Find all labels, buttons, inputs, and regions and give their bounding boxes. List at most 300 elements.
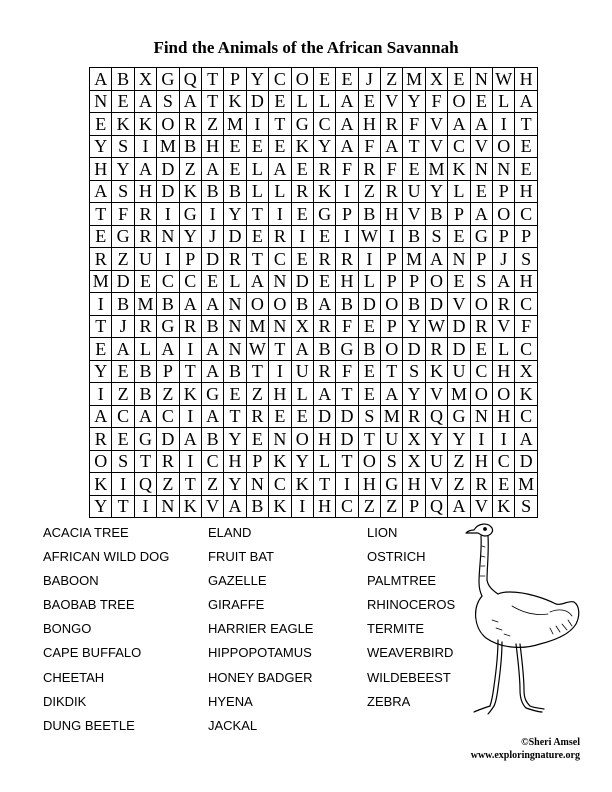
grid-cell: Z	[179, 158, 201, 181]
grid-cell: S	[425, 225, 447, 248]
word-list-item: OSTRICH	[367, 549, 426, 565]
grid-cell: B	[179, 135, 201, 158]
grid-cell: E	[358, 315, 380, 338]
grid-cell: D	[313, 405, 335, 428]
grid-cell: L	[291, 90, 313, 113]
word-list-item: BAOBAB TREE	[43, 597, 135, 613]
grid-cell: I	[90, 383, 112, 406]
grid-cell: I	[493, 428, 515, 451]
grid-cell: Y	[224, 428, 246, 451]
grid-row	[90, 113, 538, 136]
grid-cell: S	[358, 405, 380, 428]
grid-cell: O	[246, 293, 268, 316]
grid-cell: E	[269, 405, 291, 428]
grid-cell: F	[112, 203, 134, 226]
grid-cell: E	[246, 428, 268, 451]
grid-cell: Z	[358, 180, 380, 203]
grid-cell: H	[134, 180, 156, 203]
grid-cell: F	[358, 135, 380, 158]
grid-cell: A	[134, 405, 156, 428]
grid-cell: F	[381, 158, 403, 181]
grid-cell: P	[179, 248, 201, 271]
grid-cell: G	[470, 225, 492, 248]
word-list-column-1	[43, 524, 169, 741]
grid-cell: N	[90, 90, 112, 113]
grid-cell: T	[90, 203, 112, 226]
grid-cell: T	[269, 338, 291, 361]
grid-cell: H	[90, 158, 112, 181]
grid-cell: E	[246, 225, 268, 248]
grid-cell: F	[336, 315, 358, 338]
grid-cell: R	[313, 158, 335, 181]
grid-cell: N	[470, 158, 492, 181]
grid-cell: Z	[112, 248, 134, 271]
grid-cell: P	[515, 225, 537, 248]
grid-cell: Z	[381, 495, 403, 518]
grid-row	[90, 338, 538, 361]
grid-cell: H	[313, 495, 335, 518]
grid-cell: B	[224, 180, 246, 203]
grid-cell: A	[493, 270, 515, 293]
grid-cell: T	[201, 68, 223, 91]
grid-cell: T	[112, 495, 134, 518]
grid-cell: A	[336, 135, 358, 158]
grid-cell: D	[224, 225, 246, 248]
grid-cell: Y	[246, 68, 268, 91]
grid-cell: V	[381, 90, 403, 113]
grid-cell: D	[336, 428, 358, 451]
word-list-item: ELAND	[208, 525, 252, 540]
grid-cell: H	[493, 360, 515, 383]
grid-cell: W	[493, 68, 515, 91]
grid-cell: C	[269, 68, 291, 91]
grid-cell: A	[201, 338, 223, 361]
grid-cell: D	[157, 180, 179, 203]
grid-cell: Y	[90, 135, 112, 158]
grid-cell: R	[134, 225, 156, 248]
grid-cell: I	[269, 203, 291, 226]
grid-cell: T	[246, 203, 268, 226]
grid-cell: D	[448, 338, 470, 361]
grid-cell: M	[403, 68, 425, 91]
grid-cell: M	[246, 315, 268, 338]
grid-cell: B	[358, 203, 380, 226]
grid-cell: C	[336, 495, 358, 518]
grid-row	[90, 473, 538, 496]
grid-cell: C	[515, 405, 537, 428]
grid-cell: E	[90, 225, 112, 248]
grid-cell: V	[201, 495, 223, 518]
grid-cell: E	[201, 270, 223, 293]
grid-cell: D	[246, 90, 268, 113]
grid-cell: B	[313, 338, 335, 361]
word-list-item: BABOON	[43, 573, 99, 589]
grid-cell: C	[470, 360, 492, 383]
grid-cell: S	[381, 450, 403, 473]
grid-cell: P	[336, 203, 358, 226]
grid-cell: E	[470, 90, 492, 113]
grid-cell: L	[269, 180, 291, 203]
grid-cell: Y	[403, 315, 425, 338]
grid-cell: N	[157, 495, 179, 518]
grid-cell: A	[134, 158, 156, 181]
grid-cell: I	[381, 225, 403, 248]
grid-cell: S	[112, 180, 134, 203]
word-list-item: ZEBRA	[367, 693, 411, 709]
grid-cell: C	[201, 450, 223, 473]
grid-cell: T	[90, 315, 112, 338]
grid-cell: C	[515, 203, 537, 226]
grid-cell: I	[179, 338, 201, 361]
grid-cell: H	[313, 428, 335, 451]
grid-cell: E	[313, 225, 335, 248]
grid-cell: K	[291, 135, 313, 158]
grid-cell: I	[201, 203, 223, 226]
grid-cell: N	[224, 315, 246, 338]
grid-cell: K	[112, 113, 134, 136]
grid-cell: A	[201, 158, 223, 181]
grid-cell: T	[358, 428, 380, 451]
grid-cell: L	[313, 90, 335, 113]
grid-cell: O	[448, 90, 470, 113]
grid-cell: I	[358, 248, 380, 271]
grid-cell: V	[470, 135, 492, 158]
grid-cell: E	[470, 338, 492, 361]
grid-cell: L	[224, 270, 246, 293]
grid-cell: K	[179, 383, 201, 406]
grid-cell: T	[381, 360, 403, 383]
grid-cell: R	[224, 248, 246, 271]
grid-cell: Z	[381, 68, 403, 91]
grid-cell: V	[425, 473, 447, 496]
grid-cell: E	[90, 113, 112, 136]
grid-cell: T	[201, 90, 223, 113]
word-list-item: PALMTREE	[367, 573, 437, 589]
grid-cell: A	[269, 158, 291, 181]
grid-cell: U	[448, 360, 470, 383]
grid-cell: J	[201, 225, 223, 248]
grid-cell: I	[157, 203, 179, 226]
grid-cell: Y	[224, 203, 246, 226]
grid-cell: C	[515, 338, 537, 361]
grid-cell: B	[291, 293, 313, 316]
grid-cell: E	[291, 203, 313, 226]
grid-cell: H	[269, 383, 291, 406]
grid-cell: E	[358, 360, 380, 383]
grid-cell: D	[291, 270, 313, 293]
grid-cell: Z	[448, 450, 470, 473]
grid-cell: V	[470, 495, 492, 518]
grid-cell: H	[493, 405, 515, 428]
grid-cell: P	[224, 68, 246, 91]
grid-cell: I	[269, 360, 291, 383]
grid-cell: A	[179, 293, 201, 316]
grid-cell: I	[493, 113, 515, 136]
grid-cell: O	[291, 428, 313, 451]
grid-cell: N	[224, 338, 246, 361]
grid-cell: A	[134, 90, 156, 113]
grid-cell: E	[358, 90, 380, 113]
grid-cell: E	[246, 135, 268, 158]
grid-cell: O	[291, 68, 313, 91]
grid-cell: A	[246, 270, 268, 293]
word-list-item: HONEY BADGER	[208, 669, 313, 685]
grid-cell: H	[403, 473, 425, 496]
grid-cell: H	[470, 450, 492, 473]
grid-cell: P	[381, 315, 403, 338]
grid-cell: L	[134, 338, 156, 361]
grid-cell: N	[448, 248, 470, 271]
grid-cell: P	[381, 248, 403, 271]
grid-cell: I	[336, 180, 358, 203]
grid-cell: X	[403, 450, 425, 473]
grid-cell: A	[201, 405, 223, 428]
grid-cell: G	[157, 68, 179, 91]
grid-cell: K	[179, 180, 201, 203]
grid-cell: B	[134, 383, 156, 406]
grid-cell: L	[291, 383, 313, 406]
grid-cell: C	[493, 450, 515, 473]
grid-cell: B	[224, 360, 246, 383]
word-list-item: RHINOCEROS	[367, 597, 456, 613]
grid-cell: T	[224, 405, 246, 428]
grid-cell: M	[134, 293, 156, 316]
grid-cell: A	[291, 338, 313, 361]
grid-cell: E	[291, 248, 313, 271]
grid-cell: N	[224, 293, 246, 316]
grid-cell: C	[157, 405, 179, 428]
grid-cell: K	[269, 450, 291, 473]
grid-cell: Q	[134, 473, 156, 496]
grid-cell: K	[291, 473, 313, 496]
grid-cell: C	[179, 270, 201, 293]
grid-cell: P	[157, 360, 179, 383]
grid-row	[90, 315, 538, 338]
grid-cell: S	[112, 135, 134, 158]
grid-cell: Y	[403, 383, 425, 406]
grid-cell: Y	[90, 360, 112, 383]
grid-cell: B	[157, 293, 179, 316]
grid-cell: B	[403, 293, 425, 316]
grid-cell: A	[90, 180, 112, 203]
grid-cell: E	[291, 405, 313, 428]
credit-block	[471, 736, 580, 762]
grid-cell: U	[425, 450, 447, 473]
grid-cell: H	[381, 203, 403, 226]
grid-cell: H	[515, 180, 537, 203]
grid-cell: E	[336, 68, 358, 91]
word-list-item: LION	[367, 525, 398, 540]
grid-cell: E	[224, 135, 246, 158]
grid-cell: H	[358, 113, 380, 136]
grid-cell: T	[269, 113, 291, 136]
grid-cell: E	[291, 158, 313, 181]
grid-cell: H	[515, 270, 537, 293]
grid-cell: C	[448, 135, 470, 158]
grid-cell: T	[134, 450, 156, 473]
grid-cell: L	[313, 450, 335, 473]
grid-cell: Q	[425, 405, 447, 428]
grid-cell: R	[269, 225, 291, 248]
grid-cell: I	[336, 225, 358, 248]
grid-cell: B	[112, 293, 134, 316]
grid-cell: P	[470, 248, 492, 271]
grid-row	[90, 135, 538, 158]
grid-row	[90, 428, 538, 451]
grid-cell: U	[134, 248, 156, 271]
grid-cell: A	[201, 293, 223, 316]
grid-cell: G	[179, 203, 201, 226]
grid-cell: G	[134, 428, 156, 451]
grid-cell: E	[358, 383, 380, 406]
grid-cell: I	[134, 135, 156, 158]
grid-cell: F	[403, 113, 425, 136]
grid-cell: S	[157, 90, 179, 113]
grid-cell: R	[157, 450, 179, 473]
grid-cell: O	[425, 270, 447, 293]
grid-cell: K	[425, 360, 447, 383]
grid-cell: T	[336, 450, 358, 473]
grid-cell: P	[493, 180, 515, 203]
grid-cell: R	[358, 158, 380, 181]
word-list-item: AFRICAN WILD DOG	[43, 549, 170, 565]
grid-cell: I	[246, 113, 268, 136]
grid-cell: O	[90, 450, 112, 473]
word-list-item: GAZELLE	[208, 573, 267, 589]
word-list-item: WILDEBEEST	[367, 669, 451, 685]
grid-cell: O	[493, 203, 515, 226]
grid-cell: O	[470, 383, 492, 406]
grid-cell: X	[291, 315, 313, 338]
grid-cell: G	[157, 315, 179, 338]
grid-cell: D	[403, 338, 425, 361]
grid-cell: U	[291, 360, 313, 383]
grid-cell: B	[403, 225, 425, 248]
grid-cell: I	[179, 405, 201, 428]
grid-cell: E	[470, 180, 492, 203]
grid-cell: S	[403, 360, 425, 383]
grid-cell: S	[470, 270, 492, 293]
grid-cell: G	[313, 203, 335, 226]
grid-cell: Z	[358, 495, 380, 518]
grid-cell: X	[425, 68, 447, 91]
grid-row	[90, 203, 538, 226]
grid-cell: R	[403, 405, 425, 428]
grid-cell: A	[179, 90, 201, 113]
grid-cell: O	[269, 293, 291, 316]
word-list-item: HARRIER EAGLE	[208, 621, 314, 637]
grid-cell: M	[403, 248, 425, 271]
grid-cell: M	[381, 405, 403, 428]
grid-cell: A	[157, 338, 179, 361]
grid-cell: I	[90, 293, 112, 316]
grid-cell: M	[515, 473, 537, 496]
ostrich-icon	[452, 516, 592, 720]
grid-cell: P	[448, 203, 470, 226]
grid-cell: Y	[313, 135, 335, 158]
grid-cell: R	[313, 360, 335, 383]
grid-cell: I	[336, 473, 358, 496]
grid-cell: L	[358, 270, 380, 293]
grid-cell: E	[112, 90, 134, 113]
grid-cell: C	[313, 113, 335, 136]
grid-cell: Y	[224, 473, 246, 496]
grid-cell: O	[358, 450, 380, 473]
grid-cell: D	[425, 293, 447, 316]
grid-cell: N	[269, 270, 291, 293]
grid-cell: R	[90, 428, 112, 451]
grid-cell: N	[470, 405, 492, 428]
grid-cell: P	[246, 450, 268, 473]
grid-cell: T	[179, 473, 201, 496]
grid-cell: R	[470, 473, 492, 496]
grid-cell: F	[336, 158, 358, 181]
grid-cell: T	[336, 383, 358, 406]
grid-cell: W	[425, 315, 447, 338]
grid-cell: J	[112, 315, 134, 338]
grid-cell: A	[336, 90, 358, 113]
grid-row	[90, 405, 538, 428]
grid-cell: D	[358, 293, 380, 316]
grid-cell: O	[157, 113, 179, 136]
grid-cell: C	[157, 270, 179, 293]
grid-cell: B	[358, 338, 380, 361]
grid-cell: Z	[246, 383, 268, 406]
grid-cell: R	[134, 203, 156, 226]
grid-cell: G	[336, 338, 358, 361]
grid-cell: Q	[179, 68, 201, 91]
grid-cell: O	[381, 293, 403, 316]
grid-cell: N	[269, 428, 291, 451]
grid-cell: D	[515, 450, 537, 473]
grid-cell: T	[179, 360, 201, 383]
grid-cell: V	[448, 293, 470, 316]
word-list-item: HIPPOPOTAMUS	[208, 645, 312, 661]
grid-cell: B	[201, 315, 223, 338]
grid-cell: Y	[425, 428, 447, 451]
grid-cell: S	[515, 248, 537, 271]
grid-cell: L	[246, 180, 268, 203]
grid-row	[90, 383, 538, 406]
grid-cell: A	[470, 203, 492, 226]
grid-cell: P	[381, 270, 403, 293]
word-list-item: DUNG BEETLE	[43, 717, 135, 733]
grid-row	[90, 270, 538, 293]
grid-cell: M	[425, 158, 447, 181]
grid-cell: I	[291, 225, 313, 248]
grid-cell: N	[157, 225, 179, 248]
grid-cell: Y	[179, 225, 201, 248]
grid-cell: B	[201, 428, 223, 451]
word-list-column-2	[208, 524, 313, 741]
page-title: Find the Animals of the African Savannah	[153, 38, 459, 57]
grid-cell: U	[381, 428, 403, 451]
grid-cell: T	[403, 135, 425, 158]
grid-cell: E	[448, 270, 470, 293]
grid-cell: A	[313, 383, 335, 406]
grid-cell: T	[313, 473, 335, 496]
grid-cell: E	[224, 158, 246, 181]
grid-cell: L	[493, 90, 515, 113]
grid-cell: Y	[291, 450, 313, 473]
grid-cell: B	[134, 360, 156, 383]
grid-cell: Q	[425, 495, 447, 518]
grid-cell: E	[269, 135, 291, 158]
grid-row	[90, 90, 538, 113]
grid-cell: P	[403, 495, 425, 518]
grid-cell: Y	[90, 495, 112, 518]
grid-cell: A	[336, 113, 358, 136]
